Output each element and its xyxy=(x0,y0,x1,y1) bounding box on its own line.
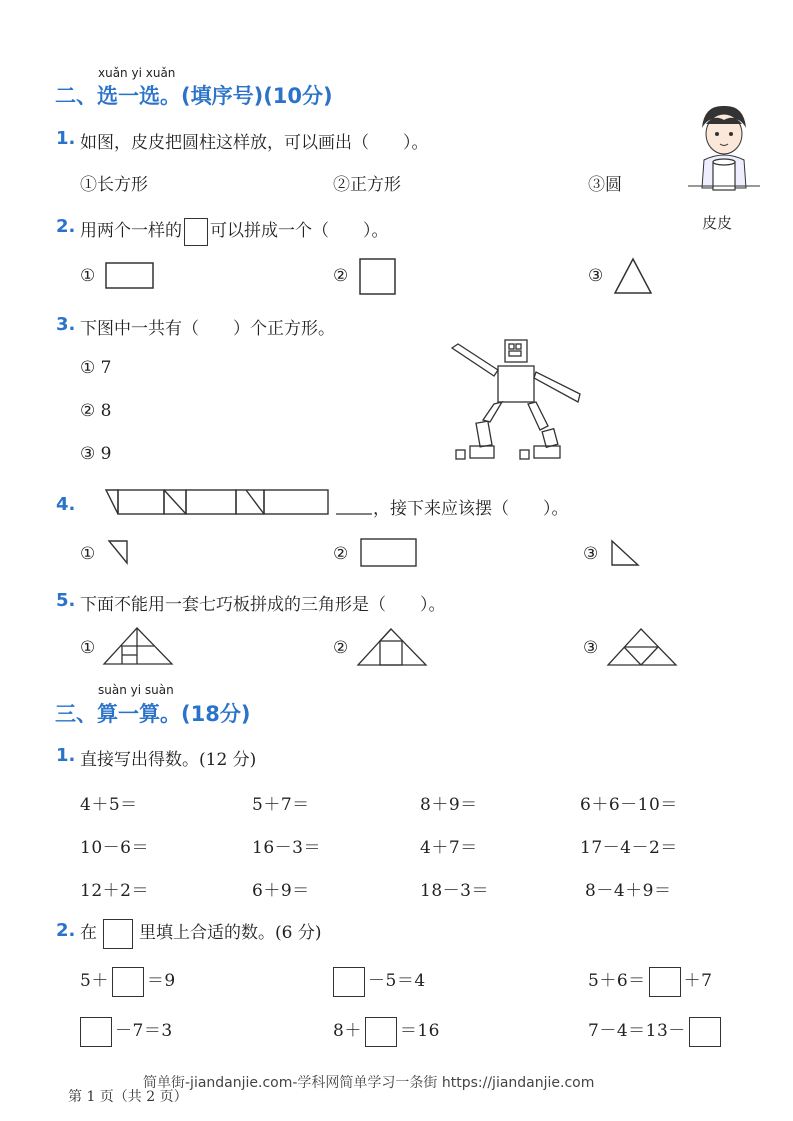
q4-number: 4. xyxy=(56,494,76,515)
calc2-item-6 xyxy=(588,1016,724,1047)
section3-title: 三、算一算。(18分) xyxy=(55,702,251,726)
q4-option-2-rectangle xyxy=(360,538,418,568)
q5-option-2-mark: ② xyxy=(333,638,349,658)
q5-option-1-mark: ① xyxy=(80,638,96,658)
q4-option-1-mark: ① xyxy=(80,544,96,564)
calc1-r1-c3: 8＋9＝ xyxy=(420,795,478,815)
calc1-r2-c4: 17－4－2＝ xyxy=(580,838,678,858)
calc2-item-2-post: －5＝4 xyxy=(368,971,426,991)
q1-option-3: ③圆 xyxy=(588,175,622,195)
calc1-number: 1. xyxy=(56,745,76,766)
q5-option-1-triangle xyxy=(102,626,174,666)
calc1-r2-c2: 16－3＝ xyxy=(252,838,321,858)
q2-option-1-rectangle xyxy=(105,262,155,290)
q5-text: 下面不能用一套七巧板拼成的三角形是（ ）。 xyxy=(80,595,446,615)
calc2-item-4 xyxy=(80,1016,173,1047)
q2-text-before: 用两个一样的 xyxy=(80,221,182,241)
q4-text: ，接下来应该摆（ ）。 xyxy=(373,499,569,519)
q2-option-2-square xyxy=(359,258,397,296)
q2-text-after: 可以拼成一个（ ）。 xyxy=(210,221,389,241)
calc2-item-6-pre: 7－4＝13－ xyxy=(588,1021,686,1041)
q3-option-2: ② 8 xyxy=(80,401,112,421)
q4-option-1-triangle xyxy=(107,539,129,565)
q4-option-3-mark: ③ xyxy=(583,544,599,564)
q4-answer-blank-line[interactable] xyxy=(336,512,372,516)
calc2-example-box xyxy=(103,919,133,949)
calc2-item-4-post: －7＝3 xyxy=(115,1021,173,1041)
q4-pattern-sequence xyxy=(104,488,344,518)
calc2-item-3-pre: 5＋6＝ xyxy=(588,971,646,991)
calc1-r1-c1: 4＋5＝ xyxy=(80,795,138,815)
calc1-r1-c4: 6＋6－10＝ xyxy=(580,795,678,815)
section2-title: 二、选一选。(填序号)(10分) xyxy=(55,84,333,108)
calc1-r2-c1: 10－6＝ xyxy=(80,838,149,858)
calc2-number: 2. xyxy=(56,920,76,941)
q2-option-1-mark: ① xyxy=(80,266,96,286)
page-number: 第 1 页（共 2 页） xyxy=(68,1089,188,1105)
q1-character-label: 皮皮 xyxy=(702,214,733,232)
q2-option-3-triangle xyxy=(614,257,654,295)
q1-number: 1. xyxy=(56,128,76,149)
calc1-r1-c2: 5＋7＝ xyxy=(252,795,310,815)
calc1-text: 直接写出得数。(12 分) xyxy=(80,750,257,770)
calc1-r3-c2: 6＋9＝ xyxy=(252,881,310,901)
q5-option-2-triangle xyxy=(356,627,428,667)
calc2-item-5-pre: 8＋ xyxy=(333,1021,362,1041)
q4-option-3-triangle xyxy=(610,539,640,567)
calc2-text-before: 在 xyxy=(80,923,97,943)
q1-option-2: ②正方形 xyxy=(333,175,401,195)
q2-square-shape xyxy=(184,218,208,246)
section2-pinyin: xuǎn yi xuǎn xyxy=(98,66,176,80)
calc1-r3-c3: 18－3＝ xyxy=(420,881,489,901)
q3-number: 3. xyxy=(56,314,76,335)
q2-text xyxy=(80,216,389,246)
calc2-item-1-answer-box[interactable] xyxy=(112,967,144,997)
calc2-item-3-post: ＋7 xyxy=(683,971,713,991)
calc2-item-2-answer-box[interactable] xyxy=(333,967,365,997)
calc2-item-1-pre: 5＋ xyxy=(80,971,109,991)
calc2-item-1-post: ＝9 xyxy=(146,971,176,991)
calc2-item-1 xyxy=(80,966,176,997)
q5-option-3-mark: ③ xyxy=(583,638,599,658)
calc1-r3-c1: 12＋2＝ xyxy=(80,881,149,901)
footer-watermark: 简单街-jiandanjie.com-学科网简单学习一条街 https://jiandanjie.com xyxy=(143,1075,595,1091)
calc2-item-6-answer-box[interactable] xyxy=(689,1017,721,1047)
calc1-r3-c4: 8－4＋9＝ xyxy=(585,881,672,901)
q3-robot-figure xyxy=(450,338,590,463)
calc2-text-after: 里填上合适的数。(6 分) xyxy=(139,923,322,943)
calc2-item-5-answer-box[interactable] xyxy=(365,1017,397,1047)
calc2-item-3 xyxy=(588,966,712,997)
q3-text: 下图中一共有（ ）个正方形。 xyxy=(80,319,335,339)
section3-pinyin: suàn yi suàn xyxy=(98,683,174,697)
calc1-r2-c3: 4＋7＝ xyxy=(420,838,478,858)
q5-option-3-triangle xyxy=(606,627,678,667)
calc2-item-4-answer-box[interactable] xyxy=(80,1017,112,1047)
pipi-character-illustration xyxy=(684,100,764,210)
q2-number: 2. xyxy=(56,216,76,237)
q2-option-2-mark: ② xyxy=(333,266,349,286)
q4-option-2-mark: ② xyxy=(333,544,349,564)
q2-option-3-mark: ③ xyxy=(588,266,604,286)
q3-option-1: ① 7 xyxy=(80,358,112,378)
calc2-item-3-answer-box[interactable] xyxy=(649,967,681,997)
calc2-item-5 xyxy=(333,1016,440,1047)
calc2-item-5-post: ＝16 xyxy=(399,1021,440,1041)
calc2-text xyxy=(80,918,321,949)
calc2-item-2 xyxy=(333,966,426,997)
q3-option-3: ③ 9 xyxy=(80,444,112,464)
q1-option-1: ①长方形 xyxy=(80,175,148,195)
q5-number: 5. xyxy=(56,590,76,611)
q1-text: 如图，皮皮把圆柱这样放，可以画出（ ）。 xyxy=(80,133,429,153)
